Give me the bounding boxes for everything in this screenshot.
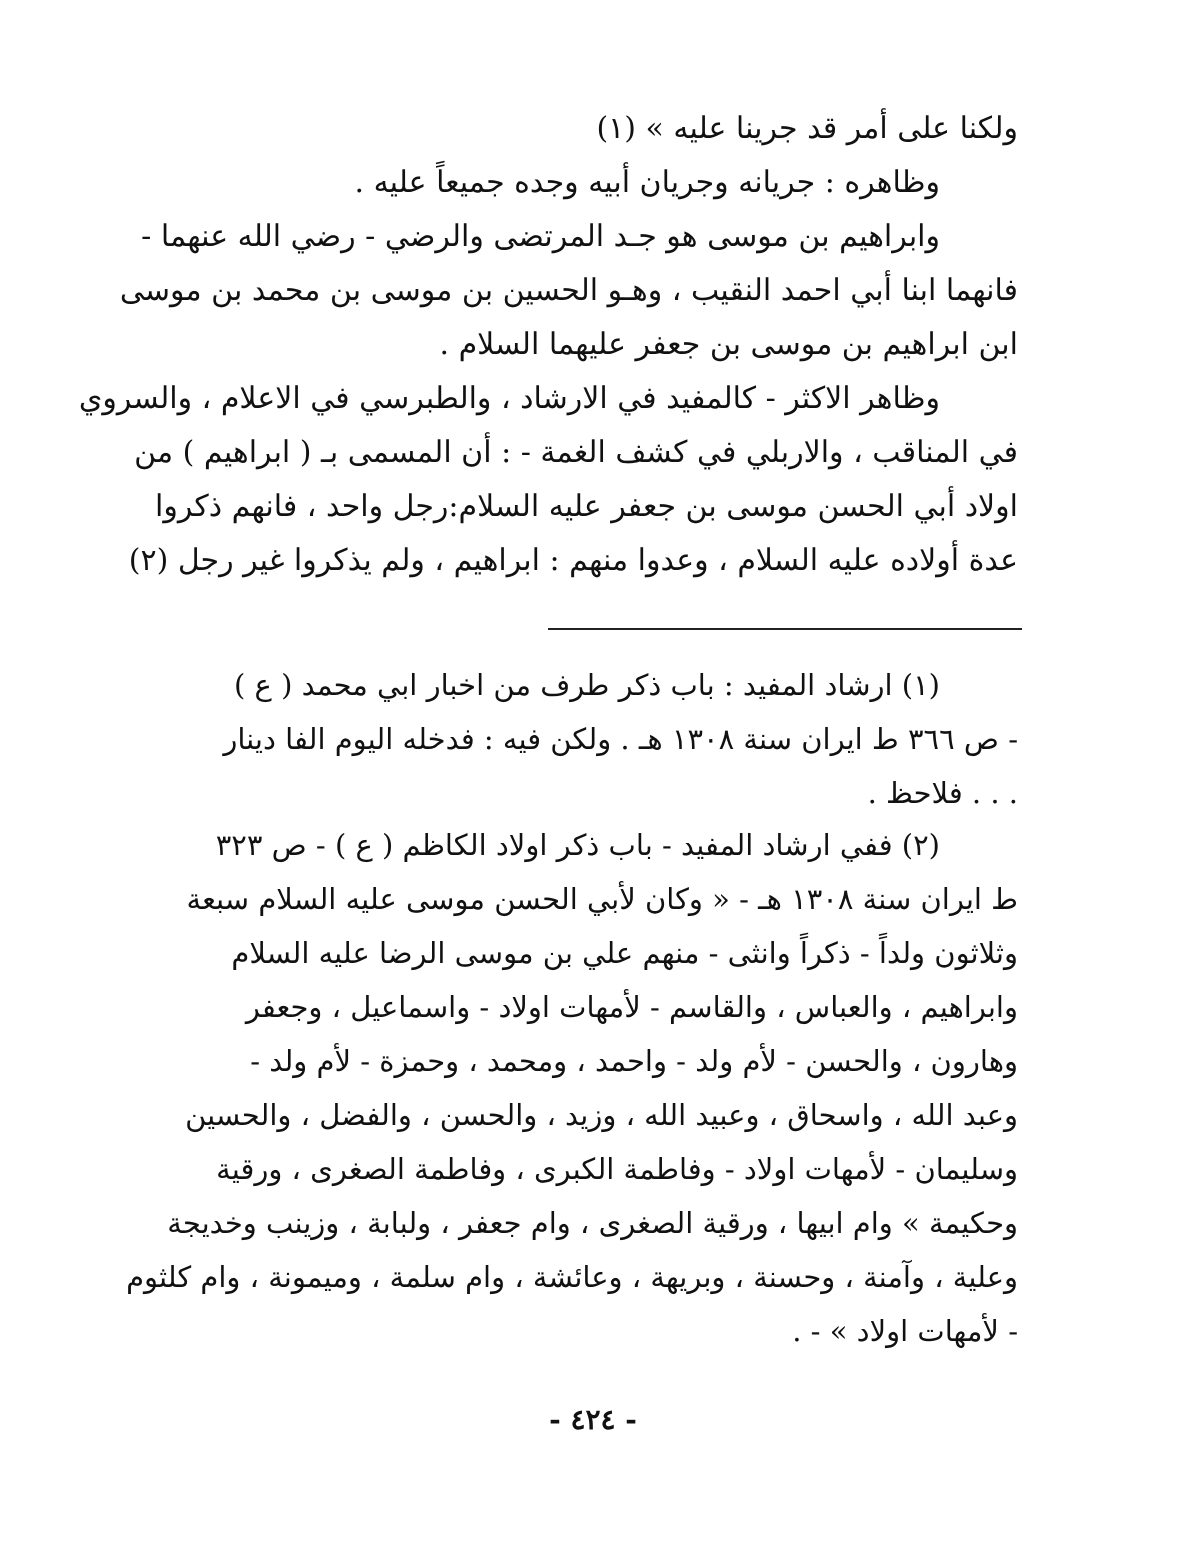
footnote-line: وابراهيم ، والعباس ، والقاسم - لأمهات اولاد - واسماعيل ، وجعفر [245,990,1018,1024]
footnote-line: وثلاثون ولداً - ذكراً وانثى - منهم علي بن موسى الرضا عليه السلام [231,936,1018,970]
footnote-line: وعبد الله ، واسحاق ، وعبيد الله ، وزيد ، والحسن ، والفضل ، والحسين [185,1098,1018,1132]
text-line: وظاهر الاكثر - كالمفيد في الارشاد ، والطبرسي في الاعلام ، والسروي [78,381,940,416]
text-line: وابراهيم بن موسى هو جـد المرتضى والرضي - رضي الله عنهما - [141,219,940,254]
footnote-1 [158,658,1018,820]
footnote-separator [548,628,1022,630]
text-line: عدة أولاده عليه السلام ، وعدوا منهم : ابراهيم ، ولم يذكروا غير رجل (٢) [128,543,1018,578]
footnote-2 [126,818,1018,1358]
main-text [78,102,1018,588]
text-line: فانهما ابنا أبي احمد النقيب ، وهـو الحسين بن موسى بن محمد بن موسى [119,273,1018,308]
footnote-line: (٢) ففي ارشاد المفيد - باب ذكر اولاد الكاظم ( ع ) - ص ٣٢٣ [215,828,940,862]
footnote-line: - ص ٣٦٦ ط ايران سنة ١٣٠٨ هـ . ولكن فيه : فدخله اليوم الفا دينار [223,722,1018,756]
text-line: ولكنا على أمر قد جرينا عليه » (١) [596,111,1018,146]
footnote-line: وهارون ، والحسن - لأم ولد - واحمد ، ومحمد ، وحمزة - لأم ولد - [250,1044,1018,1078]
page-number: - ٤٢٤ - [549,1403,637,1436]
footnote-line: . . . فلاحظ . [867,776,1018,810]
footnote-line: ط ايران سنة ١٣٠٨ هـ - « وكان لأبي الحسن موسى عليه السلام سبعة [186,882,1018,916]
footnote-line: (١) ارشاد المفيد : باب ذكر طرف من اخبار ابي محمد ( ع ) [234,668,940,702]
text-line: اولاد أبي الحسن موسى بن جعفر عليه السلام:رجل واحد ، فانهم ذكروا [155,489,1018,524]
text-line: ابن ابراهيم بن موسى بن جعفر عليهما السلام . [439,327,1018,362]
footnote-line: وعلية ، وآمنة ، وحسنة ، وبريهة ، وعائشة ، وام سلمة ، وميمونة ، وام كلثوم [126,1260,1018,1294]
footnote-line: وحكيمة » وام ابيها ، ورقية الصغرى ، وام جعفر ، ولبابة ، وزينب وخديجة [167,1206,1018,1240]
text-line: في المناقب ، والاربلي في كشف الغمة - : أن المسمى بـ ( ابراهيم ) من [134,435,1018,470]
footnote-line: - لأمهات اولاد » - . [792,1314,1018,1348]
text-line: وظاهره : جريانه وجريان أبيه وجده جميعاً عليه . [354,165,940,200]
footnote-line: وسليمان - لأمهات اولاد - وفاطمة الكبرى ، وفاطمة الصغرى ، ورقية [216,1152,1018,1186]
